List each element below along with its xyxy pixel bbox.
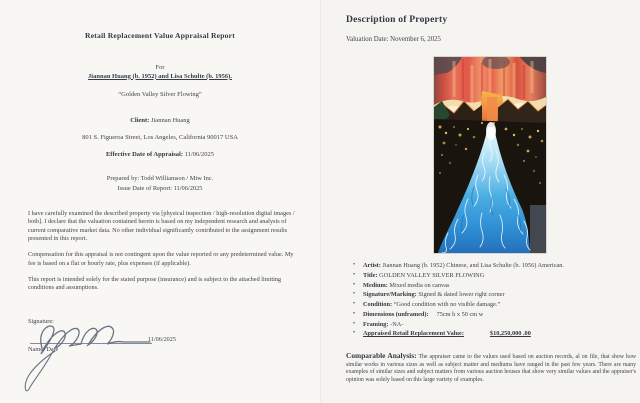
report-title: Retail Replacement Value Appraisal Report (85, 31, 235, 40)
signature-area (28, 318, 228, 400)
property-details-list (351, 262, 637, 340)
effective-date-line: Effective Date of Appraisal: 11/06/2025 (105, 151, 215, 158)
name-date-label: Name/ Date (28, 346, 59, 353)
comparable-analysis-text: The appraiser came to the values used based on auction records, al on file, that show how similar works in various sizes as well as subject matter and mediums have ranged in the past few years. There are many examples of similar sizes and subject matters from various auction houses that show very similar values and the appraiser's opinion was solely based on this large variety of examples. (346, 354, 636, 384)
golden-valley-silver-flowing-painting (434, 57, 546, 253)
signature-line (30, 343, 152, 344)
certification-paragraphs (28, 210, 300, 301)
paragraph-compensation: Compensation for this appraisal is not contingent upon the value reported or any predetermined value. My fee is based on a flat or hourly rate, plus expenses (if applicable). (28, 251, 294, 267)
bullet-icon: • (353, 330, 356, 337)
signature-script (22, 321, 172, 393)
dedication-block (0, 64, 320, 99)
bullet-icon: • (353, 301, 356, 308)
comparable-analysis-label: Comparable Analysis: (346, 351, 417, 360)
client-line: Client: Jiannan Huang (130, 117, 190, 124)
bullet-icon: • (353, 320, 356, 327)
bullet-icon: • (353, 291, 356, 298)
owners-line: Jiannan Huang (b. 1952) and Lisa Schulte (b. 1956). (88, 72, 232, 80)
client-address: 801 S. Figueroa Street, Los Angeles, California 90017 USA (82, 134, 238, 141)
prepared-by-line: Prepared by: Todd Williamson / Mtw Inc. (106, 175, 214, 182)
detail-framing: • Framing: -NA- (353, 320, 404, 328)
client-block (0, 117, 320, 168)
detail-artist: • Artist: Jiannan Huang (b. 1952) Chinese, and Lisa Schulte (b. 1956) American. (353, 262, 564, 269)
description-page (320, 0, 640, 403)
for-label: For (155, 64, 165, 71)
valuation-date: Valuation Date: November 6, 2025 (346, 36, 441, 43)
bullet-icon: • (353, 271, 356, 278)
detail-signature-marking: • Signature/Marking: Signed & dated lower right corner (353, 291, 505, 299)
comparable-analysis (346, 351, 636, 385)
prepared-block (0, 174, 320, 193)
detail-title: • Title: GOLDEN VALLEY SILVER FLOWING (353, 271, 485, 279)
bullet-icon: • (353, 281, 356, 288)
artwork-title-quote: “Golden Valley Silver Flowing” (118, 90, 202, 98)
paragraph-examination: I have carefully examined the described property via [physical inspection / high-resolution digital images / both]. I declare that the valuation contained herein is based on my independent research and analysis of current comparative market data. No other individual significantly contributed to the assignment results presented in this report. (28, 210, 295, 242)
description-title: Description of Property (346, 14, 448, 25)
signature-label: Signature: (28, 318, 54, 325)
appraised-value-amount: $10,250,000 .00 (489, 330, 531, 338)
paragraph-purpose: This report is intended solely for the stated purpose (insurance) and is subject to the attached limiting conditions and assumptions. (28, 275, 282, 292)
detail-dimensions: • Dimensions (unframed): 75cm h x 50 cm w (353, 310, 484, 318)
detail-condition: • Condition: “Good condition with no visible damage.” (353, 301, 501, 309)
artwork-image (433, 56, 547, 254)
detail-medium: • Medium: Mixed media on canvas (353, 281, 450, 289)
bullet-icon: • (353, 262, 356, 268)
issue-date-line: Issue Date of Report: 11/06/2025 (117, 184, 203, 192)
detail-appraised-value: • Appraised Retail Replacement Value: $10,250,000 .00 (353, 330, 531, 338)
signature-date: 11/06/2025 (148, 336, 176, 343)
bullet-icon: • (353, 310, 356, 317)
